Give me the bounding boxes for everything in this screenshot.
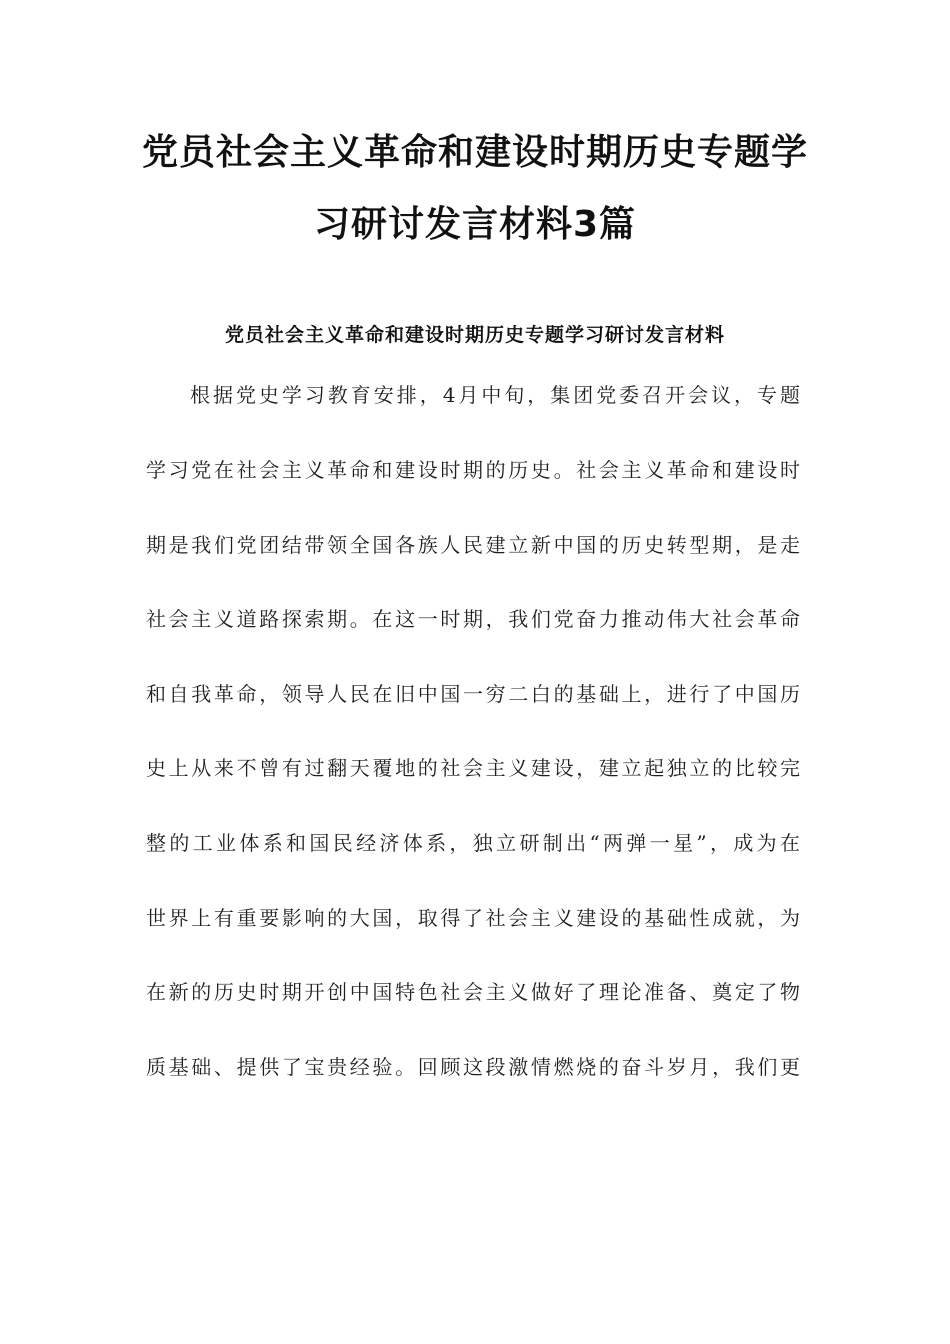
- paragraph-line: 整的工业体系和国民经济体系，独立研制出“两弹一星”，成为在: [146, 831, 800, 855]
- paragraph-line: 和自我革命，领导人民在旧中国一穷二白的基础上，进行了中国历: [146, 682, 800, 706]
- paragraph-line: 期是我们党团结带领全国各族人民建立新中国的历史转型期，是走: [146, 533, 800, 557]
- paragraph-line: 质基础、提供了宝贵经验。回顾这段激情燃烧的奋斗岁月，我们更: [146, 1055, 800, 1079]
- paragraph-line: 学习党在社会主义革命和建设时期的历史。社会主义革命和建设时: [146, 458, 800, 482]
- document-title-line-2: 习研讨发言材料3篇: [313, 204, 637, 245]
- paragraph-line: 世界上有重要影响的大国，取得了社会主义建设的基础性成就，为: [146, 906, 800, 930]
- paragraph-line: 根据党史学习教育安排，4月中旬，集团党委召开会议，专题: [190, 383, 800, 407]
- paragraph-line: 史上从来不曾有过翻天覆地的社会主义建设，建立起独立的比较完: [146, 756, 800, 780]
- document-title-line-1: 党员社会主义革命和建设时期历史专题学: [141, 132, 808, 173]
- paragraph-line: 社会主义道路探索期。在这一时期，我们党奋力推动伟大社会革命: [146, 607, 800, 631]
- paragraph-line: 在新的历史时期开创中国特色社会主义做好了理论准备、奠定了物: [146, 980, 800, 1004]
- section-heading: 党员社会主义革命和建设时期历史专题学习研讨发言材料: [224, 324, 725, 346]
